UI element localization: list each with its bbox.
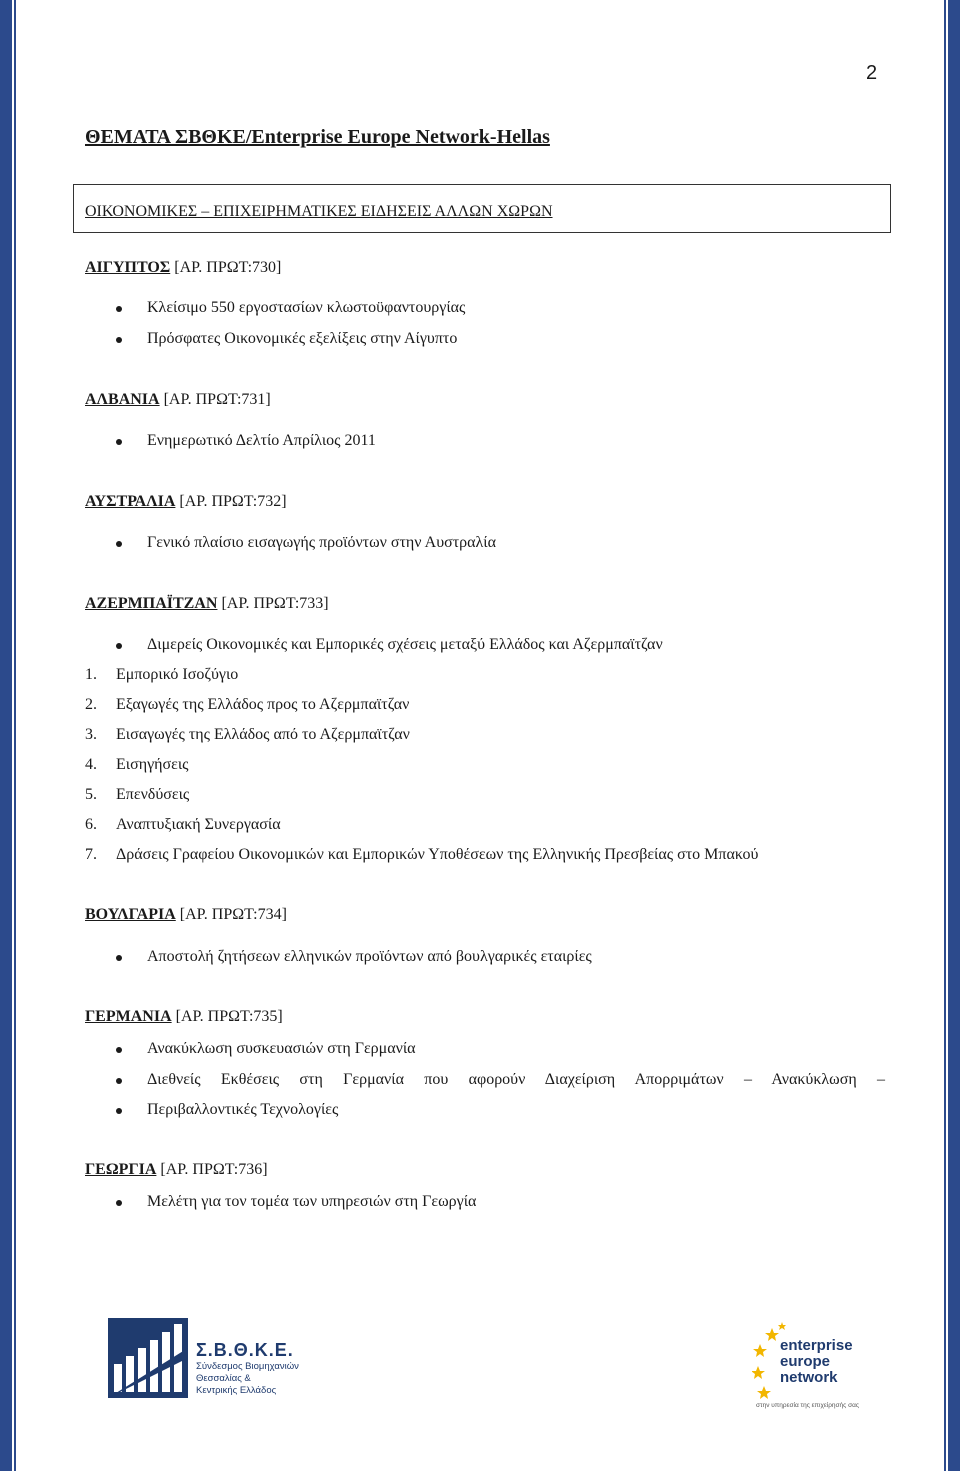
page-border-right-inner bbox=[944, 0, 946, 1471]
section-header-box bbox=[73, 184, 891, 233]
een-tagline: στην υπηρεσία της επιχείρησής σας bbox=[756, 1402, 860, 1409]
numbered-item: 1. Εμπορικό Ισοζύγιο bbox=[85, 666, 239, 683]
country-name: ΒΟΥΛΓΑΡΙΑ bbox=[85, 906, 176, 923]
sbvke-logo-icon bbox=[108, 1318, 188, 1398]
protocol-ref: [ΑΡ. ΠΡΩΤ:731] bbox=[163, 391, 271, 408]
page-border-left bbox=[0, 0, 12, 1471]
country-name: ΓΕΡΜΑΝΙΑ bbox=[85, 1008, 172, 1025]
protocol-ref: [ΑΡ. ΠΡΩΤ:736] bbox=[160, 1161, 268, 1178]
country-heading-georgia bbox=[85, 1161, 268, 1179]
country-heading-germany bbox=[85, 1008, 283, 1026]
list-item: Μελέτη για τον τομέα των υπηρεσιών στη Γεωργία bbox=[147, 1193, 477, 1210]
country-name: ΑΥΣΤΡΑΛΙΑ bbox=[85, 493, 176, 510]
protocol-ref: [ΑΡ. ΠΡΩΤ:734] bbox=[179, 906, 287, 923]
page-title: ΘΕΜΑΤΑ ΣΒΘΚΕ/Enterprise Europe Network-Hellas bbox=[85, 126, 550, 148]
svg-text:network: network bbox=[780, 1369, 838, 1386]
list-item: Διμερείς Οικονομικές και Εμπορικές σχέσεις μεταξύ Ελλάδος και Αζερμπαϊτζαν bbox=[147, 636, 663, 653]
country-name: ΑΙΓΥΠΤΟΣ bbox=[85, 259, 171, 276]
list-item: Γενικό πλαίσιο εισαγωγής προϊόντων στην Αυστραλία bbox=[147, 534, 496, 551]
numbered-item: 2. Εξαγωγές της Ελλάδος προς το Αζερμπαϊτζαν bbox=[85, 696, 410, 713]
list-item: Αποστολή ζητήσεων ελληνικών προϊόντων από βουλγαρικές εταιρίες bbox=[147, 948, 592, 965]
svg-text:europe: europe bbox=[780, 1353, 831, 1370]
list-item-continuation: Περιβαλλοντικές Τεχνολογίες bbox=[147, 1101, 339, 1118]
numbered-item: 7. Δράσεις Γραφείου Οικονομικών και Εμπορικών Υποθέσεων της Ελληνικής Πρεσβείας στο Μπακού bbox=[85, 846, 759, 863]
country-name: ΓΕΩΡΓΙΑ bbox=[85, 1161, 157, 1178]
protocol-ref: [ΑΡ. ΠΡΩΤ:730] bbox=[174, 259, 282, 276]
page-border-right bbox=[948, 0, 960, 1471]
list-item: Πρόσφατες Οικονομικές εξελίξεις στην Αίγυπτο bbox=[147, 330, 458, 347]
country-heading-egypt bbox=[85, 259, 281, 277]
numbered-item: 4. Εισηγήσεις bbox=[85, 756, 189, 773]
section-header: ΟΙΚΟΝΟΜΙΚΕΣ – ΕΠΙΧΕΙΡΗΜΑΤΙΚΕΣ ΕΙΔΗΣΕΙΣ ΑΛΛΩΝ ΧΩΡΩΝ bbox=[85, 203, 553, 220]
list-item: Κλείσιμο 550 εργοστασίων κλωστοϋφαντουργίας bbox=[147, 299, 466, 316]
list-item: Διεθνείς Εκθέσεις στη Γερμανία που αφορούν Διαχείριση Απορριμάτων – Ανακύκλωση – bbox=[147, 1071, 885, 1088]
numbered-item: 3. Εισαγωγές της Ελλάδος από το Αζερμπαϊτζαν bbox=[85, 726, 410, 743]
svg-text:enterprise: enterprise bbox=[780, 1337, 853, 1354]
country-heading-bulgaria bbox=[85, 906, 287, 924]
list-item: Ενημερωτικό Δελτίο Απρίλιος 2011 bbox=[147, 432, 376, 449]
enterprise-europe-network-logo-icon bbox=[752, 1320, 862, 1410]
numbered-item: 6. Αναπτυξιακή Συνεργασία bbox=[85, 816, 281, 833]
protocol-ref: [ΑΡ. ΠΡΩΤ:733] bbox=[221, 595, 329, 612]
sbvke-wordmark: Σ.Β.Θ.Κ.Ε. Σύνδεσμος Βιομηχανιών Θεσσαλίας & Κεντρικής Ελλάδος bbox=[196, 1340, 299, 1396]
list-item: Ανακύκλωση συσκευασιών στη Γερμανία bbox=[147, 1040, 416, 1057]
protocol-ref: [ΑΡ. ΠΡΩΤ:735] bbox=[175, 1008, 283, 1025]
country-heading-albania bbox=[85, 391, 271, 409]
protocol-ref: [ΑΡ. ΠΡΩΤ:732] bbox=[179, 493, 287, 510]
country-name: ΑΛΒΑΝΙΑ bbox=[85, 391, 160, 408]
country-heading-azerbaijan bbox=[85, 595, 329, 613]
numbered-item: 5. Επενδύσεις bbox=[85, 786, 190, 803]
page-border-left-inner bbox=[14, 0, 16, 1471]
page-number: 2 bbox=[866, 62, 878, 84]
country-name: ΑΖΕΡΜΠΑΪΤΖΑΝ bbox=[85, 595, 218, 612]
country-heading-australia bbox=[85, 493, 287, 511]
